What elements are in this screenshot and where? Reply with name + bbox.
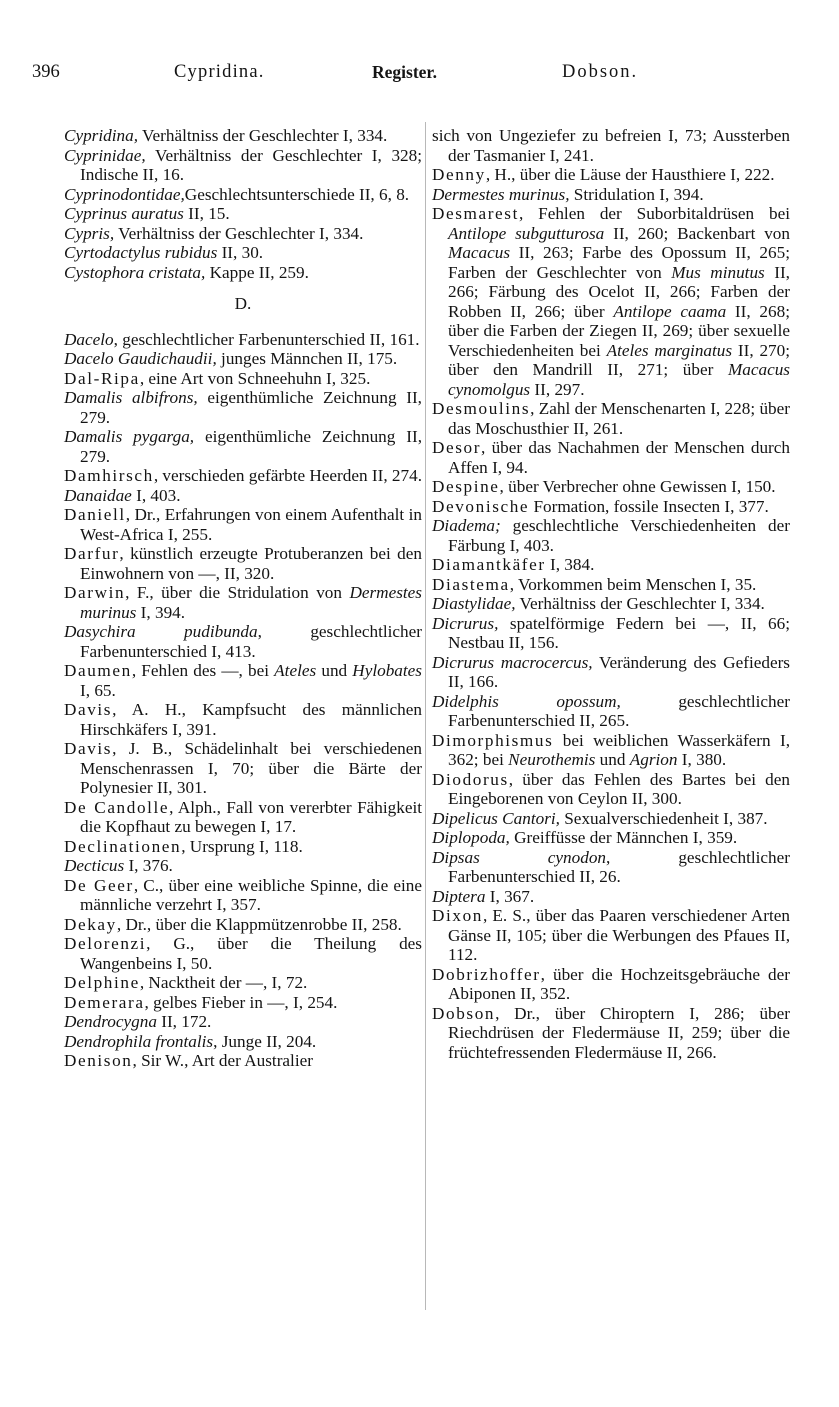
entry-text: , Junge II, 204. [213, 1031, 317, 1051]
taxon-name: Antilope subgutturosa [448, 223, 605, 243]
entry-text: eigenthümliche Zeichnung II, 279. [80, 427, 423, 466]
author-name: Damhirsch [64, 466, 154, 485]
index-entry [64, 973, 422, 993]
entry-text: Geschlechtsunterschiede II, 6, 8. [184, 184, 410, 204]
taxon-name: Diplopoda, [432, 828, 510, 847]
taxon-name: Cyprinus auratus [64, 204, 184, 223]
index-entry [64, 466, 422, 486]
index-entry [64, 1051, 422, 1071]
right-index-column [432, 126, 790, 1062]
index-entry [432, 731, 790, 770]
index-entry [64, 126, 422, 146]
taxon-name: Mus minutus [671, 262, 765, 282]
taxon-name: Danaidae [64, 485, 132, 505]
index-entry [432, 555, 790, 575]
author-name: Dobson [432, 1003, 496, 1023]
author-name: Delphine [64, 973, 140, 992]
author-name: Diodorus [432, 769, 509, 789]
index-entry [64, 243, 422, 263]
index-entry [432, 185, 790, 205]
taxon-name: Didelphis opossum, [432, 691, 621, 711]
entry-text: , J. B., Schädelinhalt bei verschiedenen Menschenrassen I, 70; über die Bärte der Polynesier II, 301. [80, 739, 422, 797]
index-entry [64, 146, 422, 185]
column-divider [425, 122, 426, 1310]
index-entry [64, 369, 422, 389]
author-name: Davis [64, 700, 113, 719]
author-name: Dekay [64, 914, 117, 934]
taxon-name: Dacelo Gaudichaudii, [64, 349, 217, 368]
entry-text: , Vorkommen beim Menschen I, 35. [509, 574, 757, 594]
index-entry [432, 653, 790, 692]
index-entry [432, 204, 790, 399]
index-entry [432, 848, 790, 887]
index-entry [64, 505, 422, 544]
taxon-name: Dipsas cynodon [432, 847, 607, 867]
entry-text: Formation, fossile Insecten I, 377. [529, 496, 769, 516]
taxon-name: Dipelicus Cantori, [432, 808, 560, 828]
author-name: Denny [432, 165, 486, 184]
entry-text: junges Männchen II, 175. [216, 349, 398, 368]
index-entry [432, 887, 790, 907]
entry-text: I, 65. [80, 680, 116, 700]
taxon-name: Cyprinodontidae, [64, 184, 185, 204]
index-entry [432, 906, 790, 965]
entry-text: Verhältniss der Geschlechter I, 328; Indische II, 16. [80, 145, 422, 184]
author-name: Diastema [432, 574, 510, 594]
entry-text: I, 384. [545, 555, 595, 574]
index-entry [432, 516, 790, 555]
entry-text: Verhältniss der Geschlechter I, 334. [515, 594, 765, 613]
taxon-name: Macacus [448, 243, 511, 262]
entry-text: , E. S., über das Paaren verschiedener Arten Gänse II, 105; über die Werbungen des Pfaues II, 112. [448, 906, 790, 964]
entry-text: II, 260; Backenbart von [604, 223, 790, 243]
running-head-left: Cypridina. [174, 62, 265, 82]
entry-text: , Ursprung I, 118. [181, 836, 303, 856]
index-entry [64, 798, 422, 837]
author-name: Devonische [432, 496, 530, 516]
index-entry [432, 692, 790, 731]
entry-text: , H., über die Läuse der Hausthiere I, 222. [485, 165, 775, 184]
entry-text: , Dr., Erfahrungen von einem Aufenthalt in West-Africa I, 255. [80, 505, 422, 544]
entry-text: eigenthümliche Zeichnung II, 279. [80, 388, 422, 427]
author-name: Demerara [64, 992, 145, 1012]
author-name: Dal-Ripa [64, 368, 140, 388]
index-entry-continued [432, 126, 790, 165]
entry-text: , Alph., Fall von vererbter Fähigkeit die Kopfhaut zu bewegen I, 17. [80, 797, 422, 836]
index-entry [64, 544, 422, 583]
index-entry [64, 388, 422, 427]
entry-text: , F., über die Stridulation von [125, 583, 350, 602]
taxon-name: Diadema; [432, 516, 501, 535]
running-head [32, 62, 664, 86]
entry-text: Stridulation I, 394. [569, 184, 704, 204]
entry-text: I, 394. [136, 602, 186, 622]
taxon-name: Cypridina, [64, 126, 139, 145]
entry-text: , verschieden gefärbte Heerden II, 274. [153, 466, 423, 485]
index-entry [64, 1032, 422, 1052]
index-entry [64, 837, 422, 857]
index-entry [432, 165, 790, 185]
author-name: Declinationen [64, 836, 182, 856]
taxon-name: Macacus cynomolgus [448, 360, 790, 399]
taxon-name: Damalis pygarga, [64, 427, 195, 446]
author-name: Dimorphismus [432, 730, 554, 750]
author-name: Darfur [64, 544, 120, 563]
entry-text: Veränderung des Gefieders II, 166. [448, 652, 790, 691]
index-entry [64, 661, 422, 700]
index-entry [432, 965, 790, 1004]
index-entry [64, 876, 422, 915]
index-entry [64, 934, 422, 973]
entry-text: geschlechtlicher Farbenunterschied II, 265. [448, 691, 790, 730]
entry-text: , eine Art von Schneehuhn I, 325. [139, 368, 371, 388]
entry-text: II, 263; Farbe des Opossum II, 265; Farben der Geschlechter von [448, 243, 790, 282]
taxon-name: Diastylidae, [432, 594, 516, 613]
entry-text: , C., über eine weibliche Spinne, die eine männliche verzehrt I, 357. [80, 875, 422, 914]
index-entry [432, 828, 790, 848]
entry-text: Greiffüsse der Männchen I, 359. [509, 828, 738, 847]
index-entry [64, 700, 422, 739]
index-entry [432, 477, 790, 497]
author-name: Dixon [432, 906, 483, 925]
index-entry [64, 204, 422, 224]
taxon-name: Ateles [274, 661, 317, 680]
index-entry [64, 330, 422, 350]
taxon-name: Dicrurus, [432, 613, 499, 633]
index-entry [64, 993, 422, 1013]
entry-text: II, 30. [217, 243, 264, 262]
author-name: Desmarest [432, 204, 519, 223]
index-entry [64, 185, 422, 205]
index-entry [64, 583, 422, 622]
entry-text: Sexualverschiedenheit I, 387. [559, 808, 768, 828]
entry-text: , über das Fehlen des Bartes bei den Eingeborenen von Ceylon II, 300. [448, 769, 790, 808]
author-name: Diamantkäfer [432, 555, 546, 574]
author-name: Delorenzi [64, 934, 147, 953]
author-name: Despine [432, 477, 500, 496]
taxon-name: Dendrophila frontalis [64, 1031, 214, 1051]
entry-text: I, 380. [677, 750, 727, 769]
entry-text: , über das Nachahmen der Menschen durch Affen I, 94. [448, 438, 790, 477]
taxon-name: Agrion [629, 750, 678, 769]
entry-text: I, 403. [131, 485, 181, 505]
taxon-name: Diptera [432, 886, 486, 906]
entry-text: spatelförmige Federn bei —, II, 66; Nestbau II, 156. [448, 613, 790, 652]
index-entry [64, 427, 422, 466]
running-head-center: Register. [372, 62, 437, 82]
entry-text: I, 376. [124, 856, 173, 875]
entry-text: II, 15. [183, 204, 230, 223]
taxon-name: Dacelo [64, 329, 114, 349]
entry-text: , über die Hochzeitsgebräuche der Abiponen II, 352. [448, 964, 790, 1003]
entry-text: , Dr., über Chiroptern I, 286; über Riechdrüsen der Fledermäuse II, 259; über die früchtefressenden Fledermäuse II, 266. [448, 1003, 790, 1062]
entry-text: , geschlechtlicher Farbenunterschied I, 413. [80, 622, 422, 661]
index-entry [432, 399, 790, 438]
page-number: 396 [32, 62, 60, 82]
entry-text: , gelbes Fieber in —, I, 254. [144, 992, 338, 1012]
section-letter: D. [234, 294, 252, 313]
index-entry [432, 575, 790, 595]
running-head-right: Dobson. [562, 62, 639, 82]
entry-text: , Nacktheit der —, I, 72. [139, 973, 308, 992]
index-entry [64, 263, 422, 283]
author-name: Daumen [64, 661, 132, 680]
author-name: Denison [64, 1051, 133, 1070]
author-name: Darwin [64, 583, 126, 602]
author-name: Davis [64, 739, 113, 758]
author-name: De Candolle [64, 797, 170, 817]
index-entry [64, 349, 422, 369]
entry-text: und [316, 661, 353, 680]
author-name: Desor [432, 438, 482, 457]
entry-text: Verhältniss der Geschlechter I, 334. [114, 223, 364, 243]
entry-text: Kappe II, 259. [205, 262, 309, 282]
taxon-name: Damalis albifrons, [64, 388, 198, 407]
entry-text: , geschlechtlicher Farbenunterschied II, 26. [448, 847, 790, 886]
author-name: De Geer [64, 875, 134, 895]
taxon-name: Cystophora cristata, [64, 262, 206, 282]
taxon-name: Dicrurus macrocercus, [432, 652, 593, 672]
entry-text: , über Verbrecher ohne Gewissen I, 150. [499, 477, 776, 496]
entry-text: bei weiblichen Wasserkäfern I, 362; bei [448, 730, 790, 769]
entry-text: Verhältniss der Geschlechter I, 334. [138, 126, 388, 145]
taxon-name: Cyprinidae, [64, 145, 146, 165]
entry-text: , Zahl der Menschenarten I, 228; über das Moschusthier II, 261. [448, 399, 790, 438]
taxon-name: Decticus [64, 856, 125, 875]
index-entry [64, 622, 422, 661]
entry-text: , Fehlen des —, bei [131, 661, 275, 680]
taxon-name: Antilope caama [613, 301, 727, 321]
entry-text: II, 297. [530, 379, 585, 399]
taxon-name: Dermestes murinus, [432, 184, 570, 204]
taxon-name: Dendrocygna [64, 1012, 157, 1031]
entry-text: , Fehlen der Suborbitaldrüsen bei [518, 204, 790, 223]
entry-text: , G., über die Theilung des Wangenbeins I, 50. [80, 934, 422, 973]
index-entry [64, 915, 422, 935]
entry-text: sich von Ungeziefer zu befreien I, 73; Aussterben der Tasmanier I, 241. [432, 126, 790, 165]
author-name: Dobrizhoffer [432, 964, 541, 984]
index-entry [432, 809, 790, 829]
entry-text: II, 266; Färbung des Ocelot II, 266; Farben der Robben II, 266; über [448, 262, 790, 321]
taxon-name: Ateles marginatus [606, 340, 733, 360]
entry-text: , künstlich erzeugte Protuberanzen bei den Einwohnern von —, II, 320. [80, 544, 422, 583]
entry-text: , Sir W., Art der Australier [132, 1051, 313, 1070]
entry-text: und [595, 750, 630, 769]
taxon-name: Cyrtodactylus rubidus [64, 243, 218, 262]
index-entry [64, 224, 422, 244]
entry-text: I, 367. [485, 886, 535, 906]
index-entry [64, 486, 422, 506]
index-entry [64, 856, 422, 876]
entry-text: II, 268; über die Farben der Ziegen II, 269; über sexuelle Verschiedenheiten bei [448, 301, 790, 360]
entry-text: , geschlechtlicher Farbenunterschied II, 161. [113, 329, 420, 349]
author-name: Daniell [64, 505, 126, 524]
index-entry [432, 594, 790, 614]
left-index-column [64, 126, 422, 1071]
index-entry [432, 438, 790, 477]
taxon-name: Dermestes murinus [80, 583, 422, 622]
entry-text: geschlechtliche Verschiedenheiten der Färbung I, 403. [448, 516, 790, 555]
entry-text: II, 270; über den Mandrill II, 271; über [448, 340, 791, 379]
index-entry [432, 497, 790, 517]
taxon-name: Hylobates [352, 661, 422, 680]
index-entry [64, 739, 422, 798]
taxon-name: Neurothemis [508, 750, 596, 769]
index-entry [432, 770, 790, 809]
index-entry [64, 1012, 422, 1032]
taxon-name: Dasychira pudibunda [64, 622, 258, 641]
entry-text: , A. H., Kampfsucht des männlichen Hirschkäfers I, 391. [80, 700, 422, 739]
entry-text: II, 172. [156, 1012, 212, 1031]
taxon-name: Cypris, [64, 223, 115, 243]
index-entry [432, 1004, 790, 1063]
index-entry [432, 614, 790, 653]
entry-text: , Dr., über die Klappmützenrobbe II, 258. [116, 914, 402, 934]
author-name: Desmoulins [432, 399, 531, 418]
